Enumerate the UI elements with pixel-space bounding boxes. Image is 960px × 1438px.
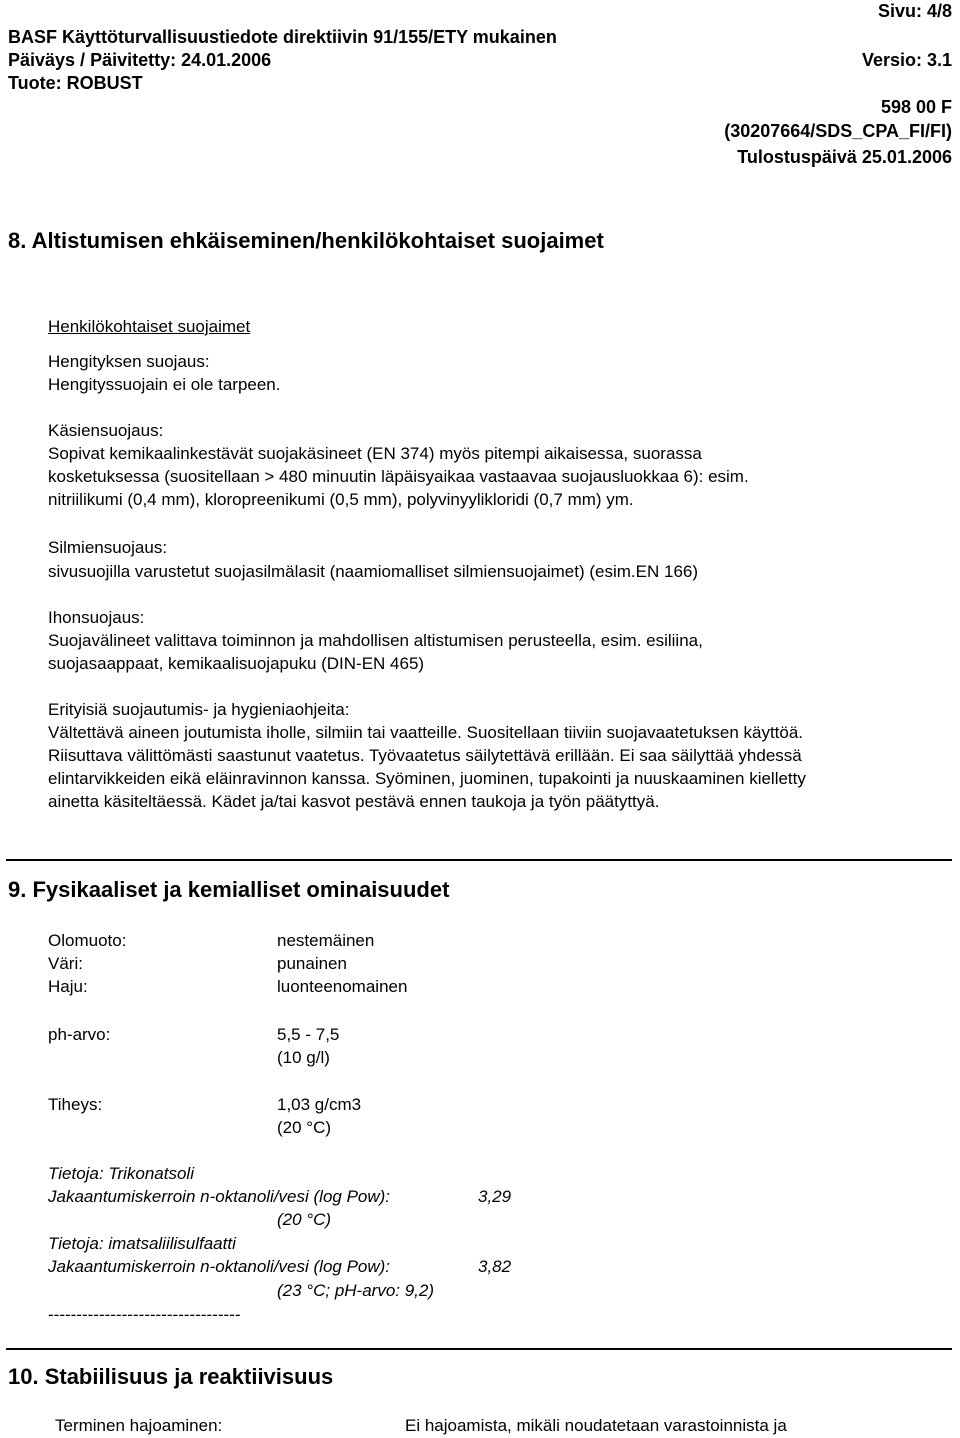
section8-title: 8. Altistumisen ehkäiseminen/henkilökohtaiset suojaimet	[8, 228, 604, 253]
ph-label: ph-arvo:	[48, 1025, 111, 1044]
section-divider	[6, 1348, 952, 1350]
skin-line: Suojavälineet valittava toiminnon ja mahdollisen altistumisen perusteella, esim. esiliina,	[48, 631, 703, 650]
directive-title: BASF Käyttöturvallisuustiedote direktiivin 91/155/ETY mukainen	[8, 27, 557, 47]
print-date: Tulostuspäivä 25.01.2006	[737, 147, 952, 167]
ppe-subheading: Henkilökohtaiset suojaimet	[48, 317, 251, 336]
eye-label: Silmiensuojaus:	[48, 538, 168, 557]
pow-label: Jakaantumiskerroin n-oktanoli/vesi (log Pow):	[48, 1257, 391, 1276]
color-value: punainen	[277, 954, 347, 973]
hand-line: kosketuksessa (suositellaan > 480 minuutin läpäisyaikaa vastaavaa suojausluokkaa 6): esim.	[48, 467, 749, 486]
dash-separator: ----------------------------------	[48, 1305, 241, 1324]
product-code: 598 00 F	[880, 97, 952, 117]
pow-value: 3,29	[478, 1187, 512, 1206]
skin-label: Ihonsuojaus:	[48, 608, 145, 627]
date-info: Päiväys / Päivitetty: 24.01.2006	[8, 50, 272, 70]
version: Versio: 3.1	[861, 50, 952, 70]
info-imatsaliilisulfaatti: Tietoja: imatsaliilisulfaatti	[48, 1234, 236, 1253]
hygiene-line: ainetta käsiteltäessä. Kädet ja/tai kasvot pestävä ennen taukoja ja työn päätyttyä.	[48, 792, 660, 811]
section10-title: 10. Stabiilisuus ja reaktiivisuus	[8, 1364, 334, 1389]
hygiene-line: elintarvikkeiden eikä eläinravinnon kanssa. Syöminen, juominen, tupakointi ja nuuskaaminen kielletty	[48, 769, 806, 788]
hand-line: Sopivat kemikaalinkestävät suojakäsineet (EN 374) myös pitempi aikaisessa, suorassa	[48, 444, 702, 463]
hygiene-label: Erityisiä suojautumis- ja hygieniaohjeita:	[48, 700, 350, 719]
hygiene-line: Vältettävä aineen joutumista iholle, silmiin tai vaatteille. Suositellaan tiiviin suojavaatetuksen käyttöä.	[48, 723, 804, 742]
thermal-label: Terminen hajoaminen:	[55, 1416, 223, 1435]
hand-line: nitriilikumi (0,4 mm), kloropreenikumi (0,5 mm), polyvinyylikloridi (0,7 mm) ym.	[48, 490, 634, 509]
product-name: Tuote: ROBUST	[8, 73, 143, 93]
pow-label: Jakaantumiskerroin n-oktanoli/vesi (log Pow):	[48, 1187, 391, 1206]
page-number: Sivu: 4/8	[877, 1, 952, 21]
color-label: Väri:	[48, 954, 83, 973]
form-label: Olomuoto:	[48, 931, 127, 950]
thermal-value: Ei hajoamista, mikäli noudatetaan varastoinnista ja	[405, 1416, 787, 1435]
eye-text: sivusuojilla varustetut suojasilmälasit (naamiomalliset silmiensuojaimet) (esim.EN 166)	[48, 562, 699, 581]
hand-label: Käsiensuojaus:	[48, 421, 164, 440]
density-condition: (20 °C)	[277, 1118, 332, 1137]
section9-title: 9. Fysikaaliset ja kemialliset ominaisuudet	[8, 877, 450, 902]
pow-value: 3,82	[478, 1257, 512, 1276]
odor-value: luonteenomainen	[277, 977, 408, 996]
density-value: 1,03 g/cm3	[277, 1095, 362, 1114]
pow-condition: (20 °C)	[277, 1210, 332, 1229]
ph-condition: (10 g/l)	[277, 1048, 330, 1067]
respiratory-label: Hengityksen suojaus:	[48, 352, 210, 371]
info-trikonatsoli: Tietoja: Trikonatsoli	[48, 1164, 194, 1183]
density-label: Tiheys:	[48, 1095, 103, 1114]
ph-value: 5,5 - 7,5	[277, 1025, 340, 1044]
sds-number: (30207664/SDS_CPA_FI/FI)	[724, 121, 952, 141]
hygiene-line: Riisuttava välittömästi saastunut vaatetus. Työvaatetus säilytettävä erillään. Ei saa säilyttää yhdessä	[48, 746, 802, 765]
pow-condition: (23 °C; pH-arvo: 9,2)	[277, 1281, 435, 1300]
section-divider	[6, 859, 952, 861]
respiratory-text: Hengityssuojain ei ole tarpeen.	[48, 375, 281, 394]
odor-label: Haju:	[48, 977, 88, 996]
form-value: nestemäinen	[277, 931, 375, 950]
skin-line: suojasaappaat, kemikaalisuojapuku (DIN-EN 465)	[48, 654, 425, 673]
